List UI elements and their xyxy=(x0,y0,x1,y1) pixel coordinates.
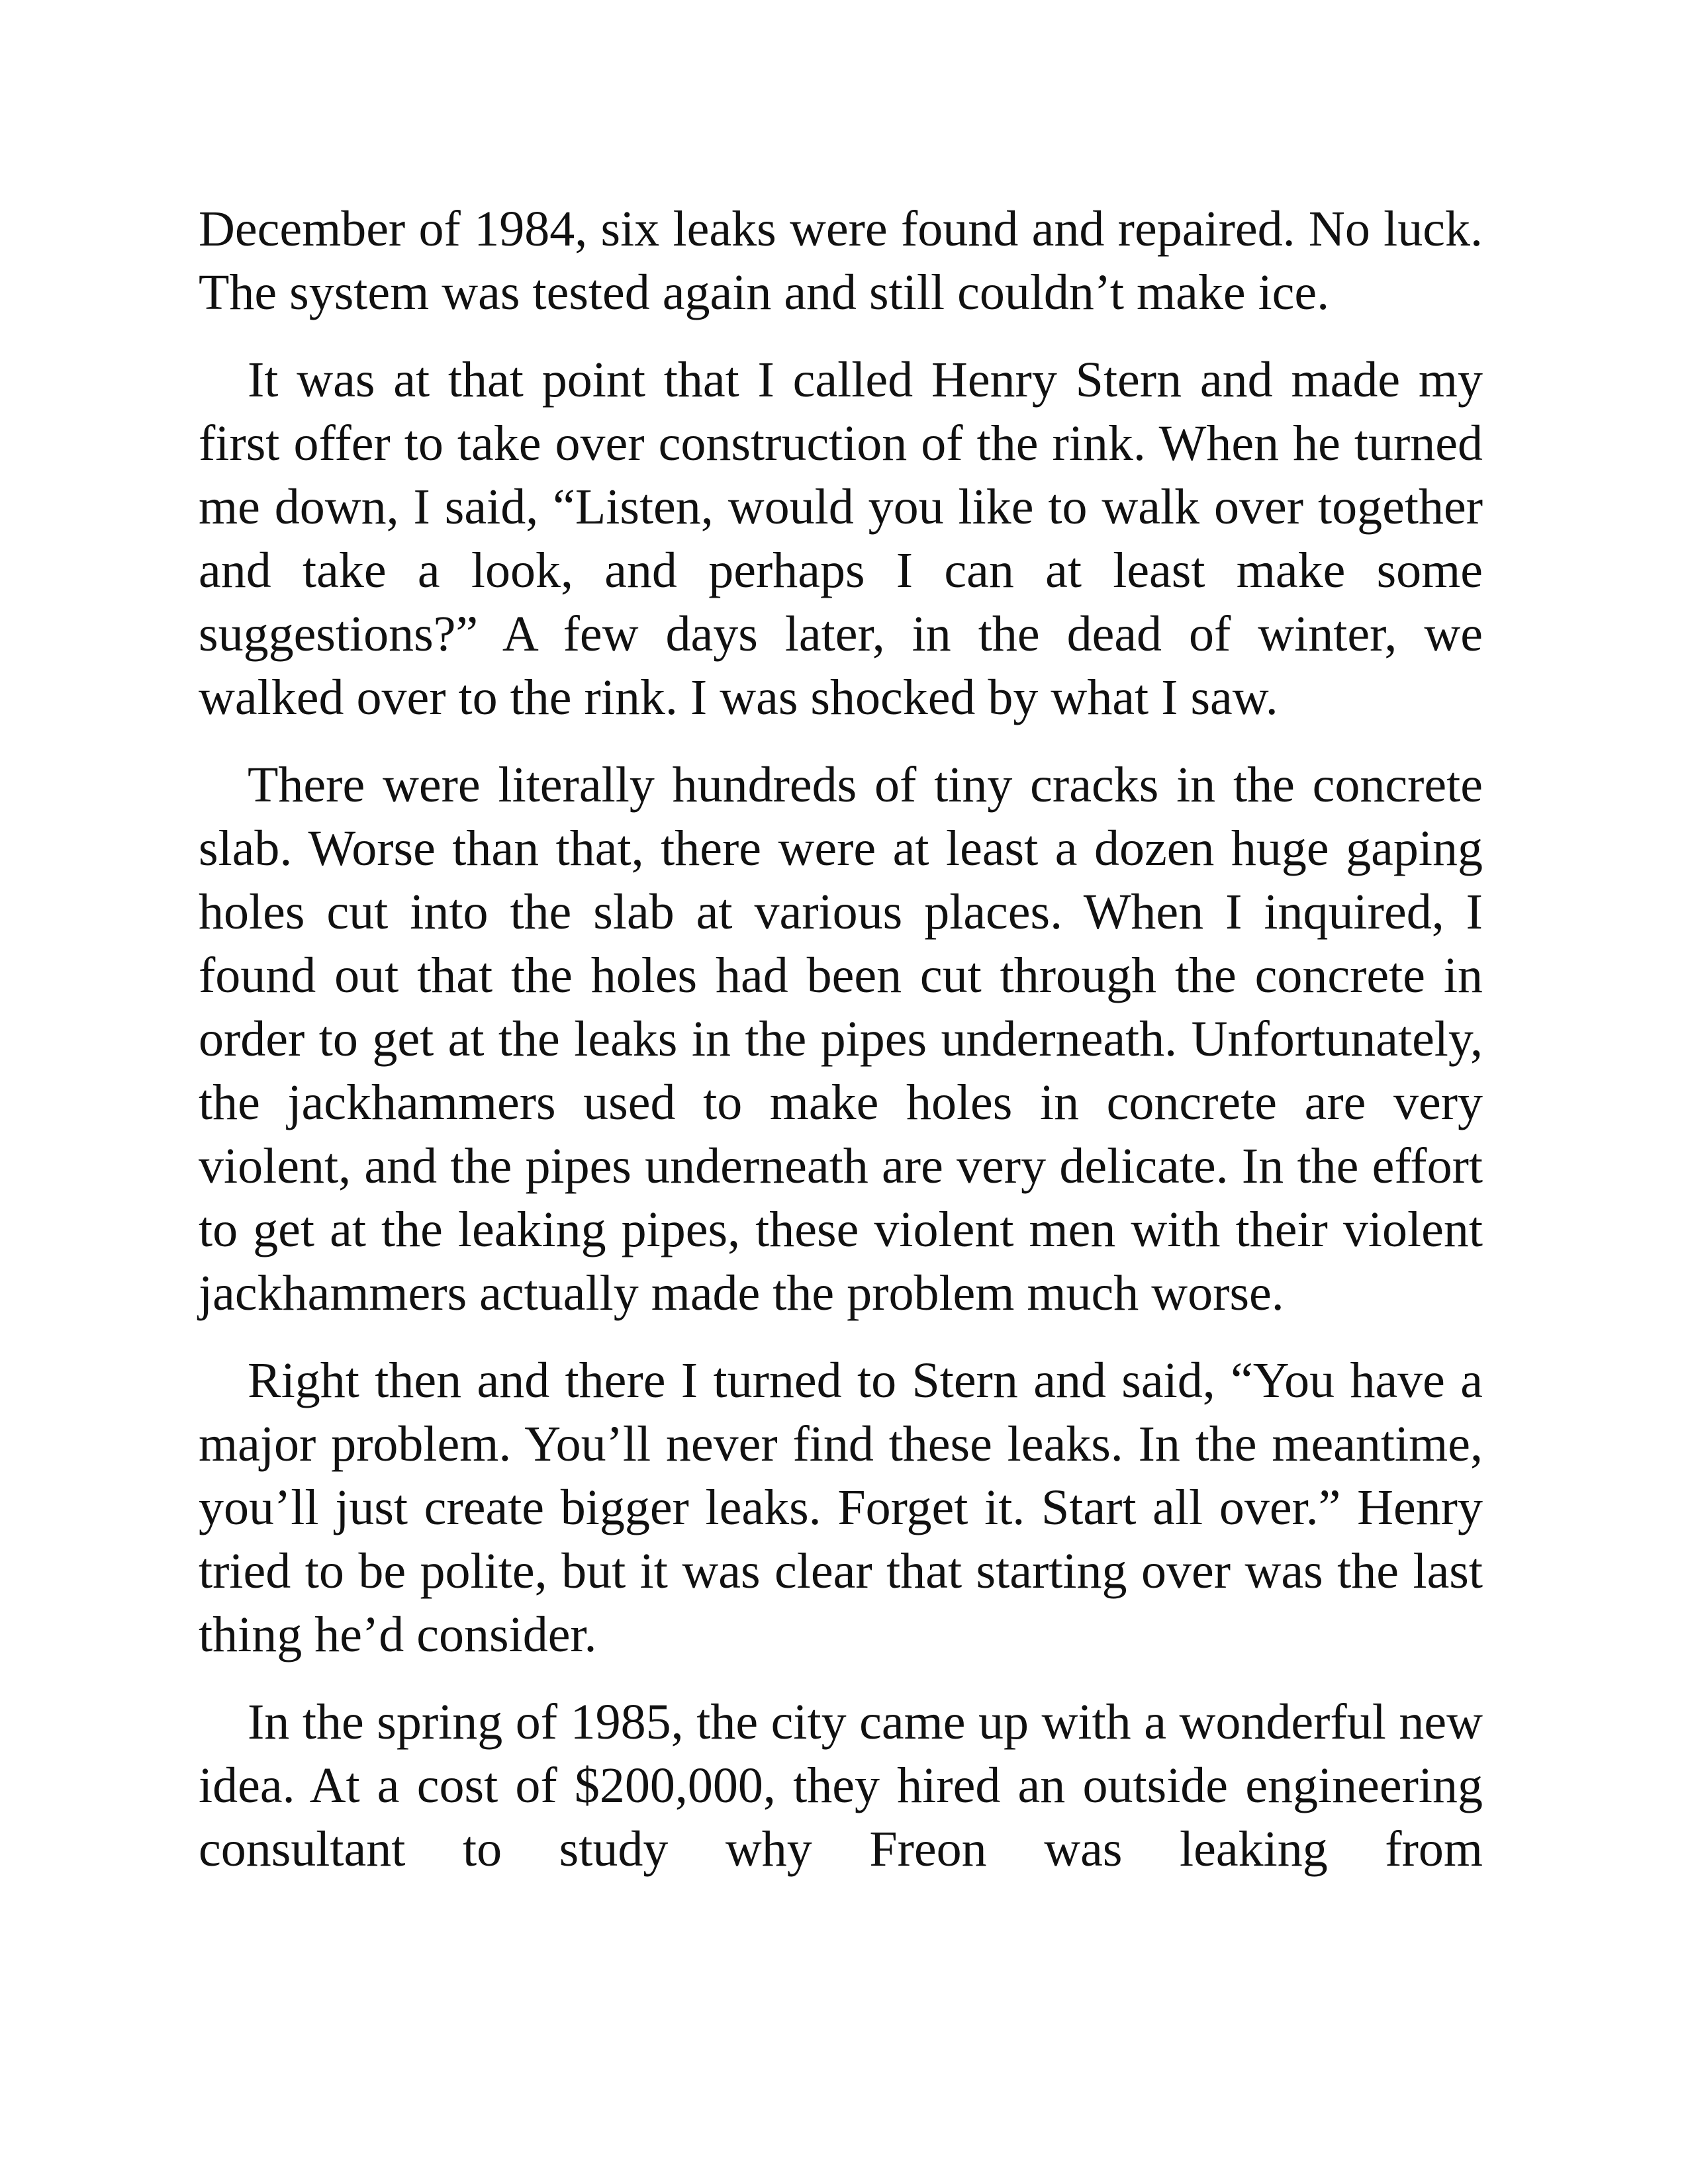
body-text xyxy=(199,197,1483,1881)
paragraph-concrete-cracks: There were literally hundreds of tiny cracks in the concrete slab. Worse than that, there were at least a dozen huge gaping holes cut into the slab at various places. When I inquired, I found out that the holes had been cut through the concrete in order to get at the leaks in the pipes underneath. Unfortunately, the jackhammers used to make holes in concrete are very violent, and the pipes underneath are very delicate. In the effort to get at the leaking pipes, these violent men with their violent jackhammers actually made the problem much worse. xyxy=(199,757,1483,1321)
paragraph-major-problem: Right then and there I turned to Stern and said, “You have a major problem. You’ll never find these leaks. In the meantime, you’ll just create bigger leaks. Forget it. Start all over.” Henry tried to be polite, but it was clear that starting over was the last thing he’d consider. xyxy=(199,1353,1483,1662)
paragraph-henry-stern-offer: It was at that point that I called Henry Stern and made my first offer to take over construction of the rink. When he turned me down, I said, “Listen, would you like to walk over together and take a look, and perhaps I can at least make some suggestions?” A few days later, in the dead of winter, we walked over to the rink. I was shocked by what I saw. xyxy=(199,352,1483,725)
paragraph-continued: December of 1984, six leaks were found and repaired. No luck. The system was tested again and still couldn’t make ice. xyxy=(199,201,1483,320)
paragraph-spring-1985: In the spring of 1985, the city came up with a wonderful new idea. At a cost of $200,000, they hired an outside engineering consultant to study why Freon was leaking from xyxy=(199,1694,1483,1877)
